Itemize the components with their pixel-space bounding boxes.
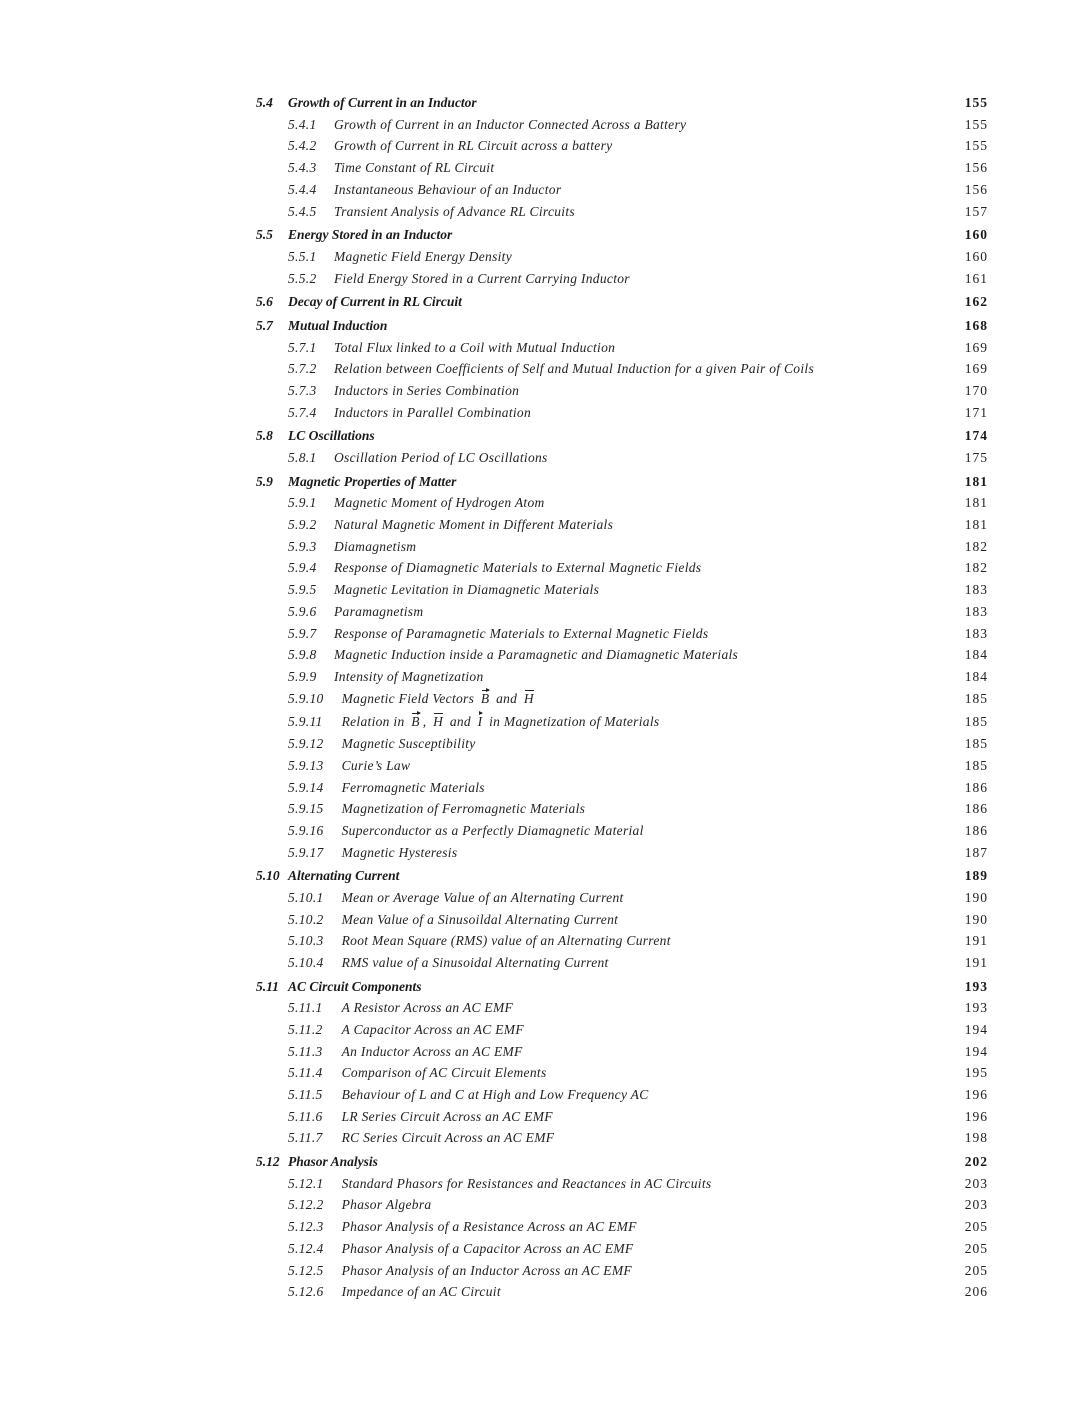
section-number: 5.11.2 bbox=[288, 1022, 323, 1037]
toc-subsection-entry[interactable] bbox=[0, 644, 1088, 666]
section-number: 5.7.1 bbox=[288, 340, 317, 355]
page-number: 155 bbox=[964, 95, 988, 110]
section-title: RC Series Circuit Across an AC EMF bbox=[341, 1130, 555, 1145]
section-number: 5.12.6 bbox=[288, 1284, 324, 1299]
section-title: Decay of Current in RL Circuit bbox=[288, 294, 462, 309]
section-number: 5.12.5 bbox=[288, 1263, 324, 1278]
page-number: 196 bbox=[964, 1109, 988, 1124]
page-number: 191 bbox=[964, 955, 988, 970]
section-number: 5.10.3 bbox=[288, 933, 324, 948]
section-title: Relation between Coefficients of Self and Mutual Induction for a given Pair of Coils bbox=[334, 361, 815, 376]
page-number: 205 bbox=[964, 1241, 988, 1256]
toc-subsection-entry[interactable] bbox=[0, 997, 1088, 1019]
section-title: Diamagnetism bbox=[334, 539, 417, 554]
section-title: Paramagnetism bbox=[334, 604, 424, 619]
toc-subsection-entry[interactable] bbox=[0, 492, 1088, 514]
toc-section-entry[interactable] bbox=[0, 315, 1088, 337]
section-number: 5.6 bbox=[256, 294, 273, 309]
section-number: 5.9.17 bbox=[288, 845, 324, 860]
toc-subsection-entry[interactable] bbox=[0, 1238, 1088, 1260]
section-number: 5.9.14 bbox=[288, 780, 324, 795]
section-title: Response of Diamagnetic Materials to External Magnetic Fields bbox=[334, 560, 702, 575]
section-number: 5.9.5 bbox=[288, 582, 317, 597]
toc-subsection-entry[interactable] bbox=[0, 1127, 1088, 1149]
section-number: 5.9.10 bbox=[288, 691, 324, 706]
section-title: Phasor Analysis bbox=[288, 1154, 378, 1169]
toc-section-entry[interactable] bbox=[0, 224, 1088, 246]
page-number: 193 bbox=[964, 1000, 988, 1015]
page-number: 206 bbox=[964, 1284, 988, 1299]
section-title: Growth of Current in an Inductor Connected Across a Battery bbox=[334, 117, 687, 132]
page-number: 185 bbox=[964, 691, 988, 706]
page-number: 174 bbox=[964, 428, 988, 443]
toc-subsection-entry[interactable] bbox=[0, 1173, 1088, 1195]
page-number: 196 bbox=[964, 1087, 988, 1102]
page-number: 169 bbox=[964, 361, 988, 376]
page-number: 184 bbox=[964, 669, 988, 684]
section-number: 5.10.1 bbox=[288, 890, 324, 905]
section-title: Magnetic Induction inside a Paramagnetic and Diamagnetic Materials bbox=[334, 647, 739, 662]
section-number: 5.8.1 bbox=[288, 450, 317, 465]
toc-section-entry[interactable] bbox=[0, 425, 1088, 447]
section-number: 5.11.6 bbox=[288, 1109, 323, 1124]
toc-subsection-entry[interactable] bbox=[0, 380, 1088, 402]
toc-subsection-entry[interactable] bbox=[0, 268, 1088, 290]
page-number: 187 bbox=[964, 845, 988, 860]
section-number: 5.9.11 bbox=[288, 714, 323, 729]
toc-subsection-entry[interactable] bbox=[0, 623, 1088, 645]
page-number: 205 bbox=[964, 1219, 988, 1234]
toc-subsection-entry[interactable] bbox=[0, 711, 1088, 733]
page-number: 186 bbox=[964, 823, 988, 838]
toc-subsection-entry[interactable] bbox=[0, 1041, 1088, 1063]
page-number: 202 bbox=[964, 1154, 988, 1169]
page-number: 169 bbox=[964, 340, 988, 355]
page-number: 156 bbox=[964, 160, 988, 175]
section-number: 5.11.1 bbox=[288, 1000, 323, 1015]
section-title: Phasor Analysis of an Inductor Across an AC EMF bbox=[341, 1263, 632, 1278]
toc-subsection-entry[interactable] bbox=[0, 358, 1088, 380]
section-number: 5.7 bbox=[256, 318, 273, 333]
page-number: 205 bbox=[964, 1263, 988, 1278]
section-number: 5.4.1 bbox=[288, 117, 317, 132]
page-number: 181 bbox=[964, 495, 988, 510]
toc-section-entry[interactable] bbox=[0, 471, 1088, 493]
toc-subsection-entry[interactable] bbox=[0, 246, 1088, 268]
vector-symbol: B bbox=[481, 688, 490, 710]
section-number: 5.8 bbox=[256, 428, 273, 443]
section-number: 5.9.2 bbox=[288, 517, 317, 532]
section-number: 5.11.5 bbox=[288, 1087, 323, 1102]
toc-subsection-entry[interactable] bbox=[0, 337, 1088, 359]
page-number: 160 bbox=[964, 227, 988, 242]
section-title: Intensity of Magnetization bbox=[334, 669, 484, 684]
section-title: Phasor Analysis of a Resistance Across an AC EMF bbox=[341, 1219, 637, 1234]
section-number: 5.10.2 bbox=[288, 912, 324, 927]
page-number: 190 bbox=[964, 890, 988, 905]
section-number: 5.12 bbox=[256, 1154, 280, 1169]
section-number: 5.9.9 bbox=[288, 669, 317, 684]
toc-subsection-entry[interactable] bbox=[0, 601, 1088, 623]
section-number: 5.11 bbox=[256, 979, 279, 994]
toc-subsection-entry[interactable] bbox=[0, 688, 1088, 710]
section-title: An Inductor Across an AC EMF bbox=[341, 1044, 523, 1059]
toc-subsection-entry[interactable] bbox=[0, 1106, 1088, 1128]
section-number: 5.12.3 bbox=[288, 1219, 324, 1234]
toc-subsection-entry[interactable] bbox=[0, 201, 1088, 223]
vector-symbol: H bbox=[433, 711, 443, 733]
vector-symbol: H bbox=[524, 688, 534, 710]
section-number: 5.11.3 bbox=[288, 1044, 323, 1059]
section-title: A Capacitor Across an AC EMF bbox=[341, 1022, 524, 1037]
page-number: 183 bbox=[964, 604, 988, 619]
section-number: 5.5 bbox=[256, 227, 273, 242]
toc-subsection-entry[interactable] bbox=[0, 755, 1088, 777]
section-title: Field Energy Stored in a Current Carrying Inductor bbox=[334, 271, 630, 286]
section-title: Phasor Algebra bbox=[341, 1197, 432, 1212]
toc-subsection-entry[interactable] bbox=[0, 842, 1088, 864]
page-number: 198 bbox=[964, 1130, 988, 1145]
page-number: 186 bbox=[964, 801, 988, 816]
page-number: 157 bbox=[964, 204, 988, 219]
section-number: 5.9.16 bbox=[288, 823, 324, 838]
toc-subsection-entry[interactable] bbox=[0, 733, 1088, 755]
section-number: 5.12.2 bbox=[288, 1197, 324, 1212]
page-number: 191 bbox=[964, 933, 988, 948]
page-number: 185 bbox=[964, 758, 988, 773]
section-title: Superconductor as a Perfectly Diamagnetic Material bbox=[341, 823, 644, 838]
section-title: Mean Value of a Sinusoildal Alternating Current bbox=[341, 912, 619, 927]
page-number: 185 bbox=[964, 714, 988, 729]
section-number: 5.4.4 bbox=[288, 182, 317, 197]
title-text: in Magnetization of Materials bbox=[485, 714, 660, 729]
section-number: 5.9.8 bbox=[288, 647, 317, 662]
section-number: 5.4.2 bbox=[288, 138, 317, 153]
page-number: 181 bbox=[964, 474, 988, 489]
toc-subsection-entry[interactable] bbox=[0, 887, 1088, 909]
page-number: 182 bbox=[964, 560, 988, 575]
toc-section-entry[interactable] bbox=[0, 92, 1088, 114]
section-number: 5.11.7 bbox=[288, 1130, 323, 1145]
page-number: 162 bbox=[964, 294, 988, 309]
page-number: 182 bbox=[964, 539, 988, 554]
section-number: 5.9.15 bbox=[288, 801, 324, 816]
section-number: 5.5.1 bbox=[288, 249, 317, 264]
toc-subsection-entry[interactable] bbox=[0, 1281, 1088, 1303]
title-text: and bbox=[446, 714, 475, 729]
page-number: 183 bbox=[964, 582, 988, 597]
section-title: Mutual Induction bbox=[288, 318, 388, 333]
toc-subsection-entry[interactable] bbox=[0, 536, 1088, 558]
page-number: 186 bbox=[964, 780, 988, 795]
toc-subsection-entry[interactable] bbox=[0, 1084, 1088, 1106]
section-title: Phasor Analysis of a Capacitor Across an AC EMF bbox=[341, 1241, 634, 1256]
section-title: Magnetic Susceptibility bbox=[341, 736, 476, 751]
page-number: 195 bbox=[964, 1065, 988, 1080]
title-text: and bbox=[492, 691, 521, 706]
toc-subsection-entry[interactable] bbox=[0, 777, 1088, 799]
page-number: 161 bbox=[964, 271, 988, 286]
section-title: Mean or Average Value of an Alternating Current bbox=[341, 890, 624, 905]
section-title: RMS value of a Sinusoidal Alternating Current bbox=[341, 955, 609, 970]
toc-subsection-entry[interactable] bbox=[0, 1260, 1088, 1282]
toc-subsection-entry[interactable] bbox=[0, 514, 1088, 536]
section-number: 5.9.4 bbox=[288, 560, 317, 575]
page-number: 168 bbox=[964, 318, 988, 333]
toc-subsection-entry[interactable] bbox=[0, 666, 1088, 688]
section-title: Instantaneous Behaviour of an Inductor bbox=[334, 182, 562, 197]
toc-subsection-entry[interactable] bbox=[0, 579, 1088, 601]
toc-subsection-entry[interactable] bbox=[0, 135, 1088, 157]
section-number: 5.5.2 bbox=[288, 271, 317, 286]
page-number: 194 bbox=[964, 1022, 988, 1037]
section-title bbox=[342, 688, 537, 710]
section-title: Energy Stored in an Inductor bbox=[288, 227, 453, 242]
section-title: Magnetization of Ferromagnetic Materials bbox=[341, 801, 586, 816]
toc-subsection-entry[interactable] bbox=[0, 1194, 1088, 1216]
section-title: Oscillation Period of LC Oscillations bbox=[334, 450, 548, 465]
section-title: Standard Phasors for Resistances and Reactances in AC Circuits bbox=[341, 1176, 712, 1191]
toc-subsection-entry[interactable] bbox=[0, 1062, 1088, 1084]
section-number: 5.7.2 bbox=[288, 361, 317, 376]
toc-subsection-entry[interactable] bbox=[0, 820, 1088, 842]
section-title: Magnetic Levitation in Diamagnetic Materials bbox=[334, 582, 600, 597]
section-title: Natural Magnetic Moment in Different Materials bbox=[334, 517, 614, 532]
section-number: 5.4 bbox=[256, 95, 273, 110]
section-number: 5.10 bbox=[256, 868, 280, 883]
title-text: Relation in bbox=[341, 714, 409, 729]
toc-section-entry[interactable] bbox=[0, 865, 1088, 887]
toc-subsection-entry[interactable] bbox=[0, 1216, 1088, 1238]
vector-symbol: B bbox=[411, 711, 420, 733]
section-number: 5.7.3 bbox=[288, 383, 317, 398]
section-title: Response of Paramagnetic Materials to External Magnetic Fields bbox=[334, 626, 709, 641]
section-title: Growth of Current in an Inductor bbox=[288, 95, 477, 110]
toc-subsection-entry[interactable] bbox=[0, 179, 1088, 201]
section-title: Alternating Current bbox=[288, 868, 400, 883]
page-number: 155 bbox=[964, 117, 988, 132]
toc-section-entry[interactable] bbox=[0, 291, 1088, 313]
toc-subsection-entry[interactable] bbox=[0, 447, 1088, 469]
section-title: Ferromagnetic Materials bbox=[341, 780, 485, 795]
section-number: 5.12.4 bbox=[288, 1241, 324, 1256]
section-title: Transient Analysis of Advance RL Circuits bbox=[334, 204, 575, 219]
section-title: Time Constant of RL Circuit bbox=[334, 160, 495, 175]
title-text: Magnetic Field Vectors bbox=[341, 691, 478, 706]
section-title: Growth of Current in RL Circuit across a battery bbox=[334, 138, 613, 153]
section-title: Magnetic Field Energy Density bbox=[334, 249, 513, 264]
section-title: Magnetic Hysteresis bbox=[341, 845, 458, 860]
section-number: 5.9.7 bbox=[288, 626, 317, 641]
title-text: , bbox=[422, 714, 431, 729]
section-title: Comparison of AC Circuit Elements bbox=[341, 1065, 547, 1080]
page-number: 203 bbox=[964, 1197, 988, 1212]
page-number: 203 bbox=[964, 1176, 988, 1191]
toc-section-entry[interactable] bbox=[0, 976, 1088, 998]
section-number: 5.10.4 bbox=[288, 955, 324, 970]
page-number: 193 bbox=[964, 979, 988, 994]
section-number: 5.9.3 bbox=[288, 539, 317, 554]
toc-subsection-entry[interactable] bbox=[0, 402, 1088, 424]
toc-subsection-entry[interactable] bbox=[0, 930, 1088, 952]
section-title: Inductors in Series Combination bbox=[334, 383, 520, 398]
section-title: LR Series Circuit Across an AC EMF bbox=[341, 1109, 553, 1124]
toc-subsection-entry[interactable] bbox=[0, 909, 1088, 931]
section-number: 5.9.1 bbox=[288, 495, 317, 510]
page-number: 155 bbox=[964, 138, 988, 153]
page-number: 189 bbox=[964, 868, 988, 883]
section-title bbox=[342, 711, 660, 733]
page-number: 171 bbox=[964, 405, 988, 420]
section-title: Magnetic Moment of Hydrogen Atom bbox=[334, 495, 545, 510]
toc-subsection-entry[interactable] bbox=[0, 114, 1088, 136]
section-title: Curie’s Law bbox=[341, 758, 411, 773]
section-title: Total Flux linked to a Coil with Mutual Induction bbox=[334, 340, 616, 355]
page-number: 194 bbox=[964, 1044, 988, 1059]
page-number: 183 bbox=[964, 626, 988, 641]
page-number: 170 bbox=[964, 383, 988, 398]
toc-subsection-entry[interactable] bbox=[0, 798, 1088, 820]
page-number: 160 bbox=[964, 249, 988, 264]
section-title: LC Oscillations bbox=[288, 428, 375, 443]
section-title: Impedance of an AC Circuit bbox=[341, 1284, 501, 1299]
page-number: 181 bbox=[964, 517, 988, 532]
section-title: AC Circuit Components bbox=[288, 979, 422, 994]
section-number: 5.9.13 bbox=[288, 758, 324, 773]
page-number: 175 bbox=[964, 450, 988, 465]
section-title: Root Mean Square (RMS) value of an Alternating Current bbox=[341, 933, 671, 948]
section-number: 5.7.4 bbox=[288, 405, 317, 420]
toc-subsection-entry[interactable] bbox=[0, 1019, 1088, 1041]
page-number: 185 bbox=[964, 736, 988, 751]
section-title: A Resistor Across an AC EMF bbox=[341, 1000, 514, 1015]
section-title: Behaviour of L and C at High and Low Frequency AC bbox=[341, 1087, 649, 1102]
toc-subsection-entry[interactable] bbox=[0, 952, 1088, 974]
section-number: 5.9.6 bbox=[288, 604, 317, 619]
section-number: 5.4.3 bbox=[288, 160, 317, 175]
section-title: Magnetic Properties of Matter bbox=[288, 474, 457, 489]
section-number: 5.12.1 bbox=[288, 1176, 324, 1191]
page-number: 184 bbox=[964, 647, 988, 662]
page-number: 190 bbox=[964, 912, 988, 927]
toc-subsection-entry[interactable] bbox=[0, 157, 1088, 179]
section-number: 5.11.4 bbox=[288, 1065, 323, 1080]
section-number: 5.9 bbox=[256, 474, 273, 489]
vector-symbol: I bbox=[478, 711, 483, 733]
toc-subsection-entry[interactable] bbox=[0, 557, 1088, 579]
page-number: 156 bbox=[964, 182, 988, 197]
section-number: 5.4.5 bbox=[288, 204, 317, 219]
section-number: 5.9.12 bbox=[288, 736, 324, 751]
toc-section-entry[interactable] bbox=[0, 1151, 1088, 1173]
section-title: Inductors in Parallel Combination bbox=[334, 405, 532, 420]
